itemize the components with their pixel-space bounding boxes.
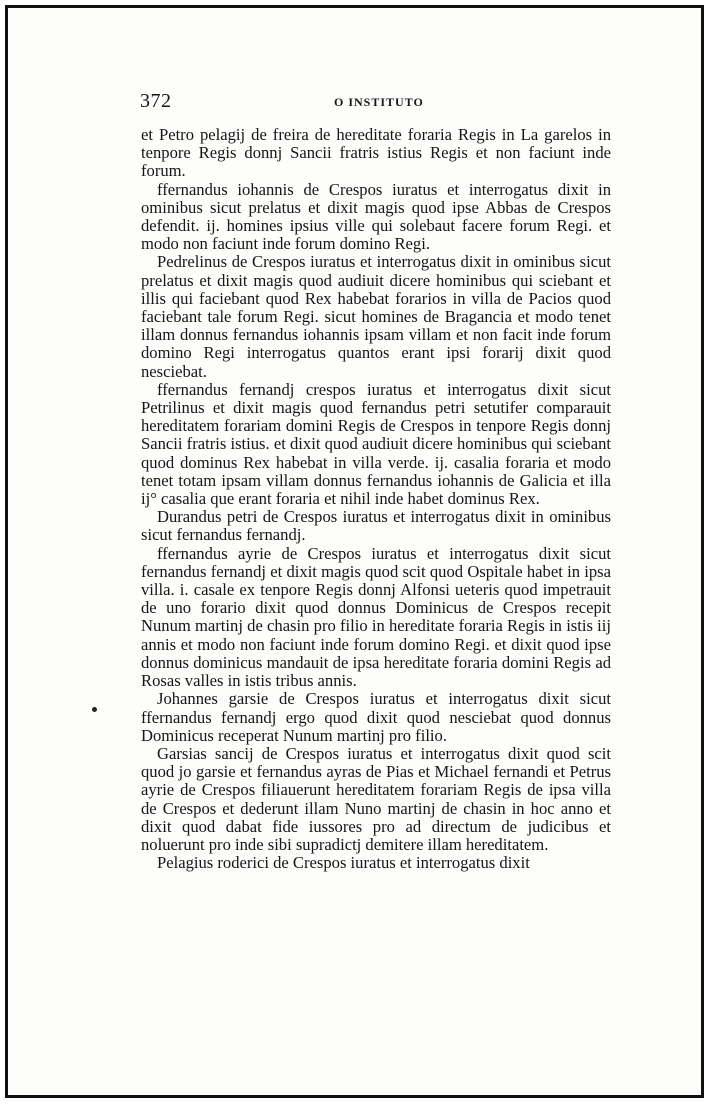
paragraph: ffernandus fernandj crespos iuratus et interrogatus dixit sicut Petrilinus et dixit magis quod fernandus petri setutifer comparauit hereditatem forariam domini Regis de Crespos in tenpore Regis donnj Sancii fratris istius. et dixit quod audiuit dicere hominibus qui sciebant quod dominus Rex habebat in villa verde. ij. casalia foraria et modo tenet totam ipsam villam donnus fernandus iohannis de Galicia et illa ij° casalia que erant foraria et nihil inde habet dominus Rex.	[141, 379, 611, 509]
paragraph: et Petro pelagij de freira de hereditate foraria Regis in La garelos in tenpore Regis donnj Sancii fratris istius Regis et non faciunt inde forum.	[141, 125, 611, 181]
margin-ink-dot	[92, 707, 97, 712]
paragraph: ffernandus iohannis de Crespos iuratus et interrogatus dixit in ominibus sicut prelatus et dixit magis quod ipse Abbas de Crespos defendit. ij. homines ipsius ville qui solebaut facere forum Regi. et modo non faciunt inde forum domino Regi.	[141, 179, 611, 254]
paragraph: Pedrelinus de Crespos iuratus et interrogatus dixit in ominibus sicut prelatus et dixit magis quod audiuit dicere hominibus qui sciebant et illis qui faciebant quod Rex habebat forarios in villa de Pacios quod faciebant tale forum Regi. sicut homines de Bragancia et modo tenet illam donnus fernandus iohannis ipsam villam et non facit inde forum domino Regi interrogatus quantos erant ipsi forarij dixit quod nesciebat.	[141, 252, 611, 381]
body-text	[141, 126, 611, 872]
paragraph: Durandus petri de Crespos iuratus et interrogatus dixit in ominibus sicut fernandus fernandj.	[141, 507, 611, 545]
paragraph: Johannes garsie de Crespos iuratus et interrogatus dixit sicut ffernandus fernandj ergo quod dixit quod nesciebat quod donnus Dominicus receperat Nunum martinj pro filio.	[141, 689, 611, 745]
paragraph: Garsias sancij de Crespos iuratus et interrogatus dixit quod scit quod jo garsie et fernandus ayras de Pias et Michael fernandi et Petrus ayrie de Crespos filiauerunt hereditatem forariam Regis de ipsa villa de Crespos et dederunt illam Nuno martinj de chasin in hoc anno et dixit quod dabat fide iussores pro ad directum de judicibus et noluerunt pro inde sibi supradictj demitere illam hereditatem.	[141, 743, 611, 854]
paragraph: ffernandus ayrie de Crespos iuratus et interrogatus dixit sicut fernandus fernandj et dixit magis quod scit quod Ospitale habet in ipsa villa. i. casale ex tenpore Regis donnj Alfonsi ueteris quod impetrauit de uno forario dixit quod donnus Dominicus de Crespos recepit Nunum martinj de chasin pro filio in hereditate foraria Regis in istis iij annis et modo non faciunt inde forum domino Regi. et dixit quod ipse donnus dominicus mandauit de ipsa hereditate foraria domini Regis ad Rosas valles in istis tribus annis.	[141, 543, 611, 691]
page-header	[140, 90, 610, 112]
page-number: 372	[140, 90, 172, 112]
paragraph: Pelagius roderici de Crespos iuratus et interrogatus dixit	[157, 853, 530, 873]
running-title: O INSTITUTO	[334, 95, 424, 109]
